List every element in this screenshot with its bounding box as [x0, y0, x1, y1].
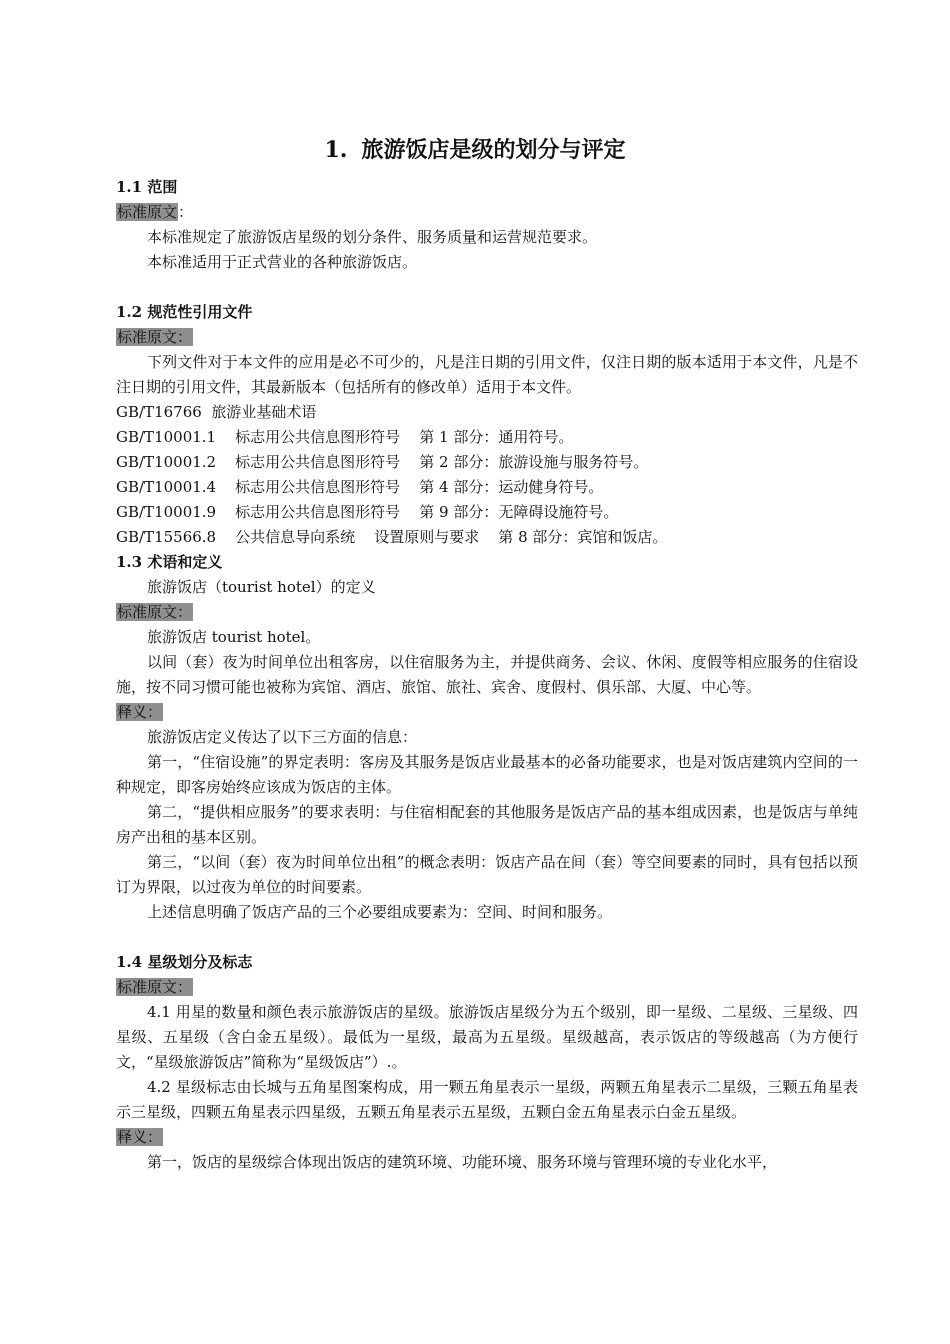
paragraph: 上述信息明确了饭店产品的三个必要组成要素为：空间、时间和服务。 — [147, 903, 613, 921]
section-heading-1-2: 1.2 规范性引用文件 — [116, 303, 253, 321]
title-text: 旅游饭店是级的划分与评定 — [361, 137, 626, 163]
reference-item: GB/T10001.9 标志用公共信息图形符号 第 9 部分：无障碍设施符号。 — [116, 503, 619, 521]
title-number: 1. — [324, 137, 348, 163]
reference-item: GB/T10001.4 标志用公共信息图形符号 第 4 部分：运动健身符号。 — [116, 478, 604, 496]
paragraph: 4.1 用星的数量和颜色表示旅游饭店的星级。旅游饭店星级分为五个级别，即一星级、二星级、三星级、四星级、五星级（含白金五星级）。最低为一星级，最高为五星级。星级越高，表示饭店的等级越高（为方便行文，“星级旅游饭店”简称为“星级饭店”）.。 — [116, 1003, 858, 1071]
paragraph: 第一，饭店的星级综合体现出饭店的建筑环境、功能环境、服务环境与管理环境的专业化水平， — [147, 1153, 778, 1171]
reference-item: GB/T15566.8 公共信息导向系统 设置原则与要求 第 8 部分：宾馆和饭店。 — [116, 528, 668, 546]
section-heading-1-1: 1.1 范围 — [116, 178, 178, 196]
page-title — [0, 135, 950, 165]
subheading: 旅游饭店（tourist hotel）的定义 — [147, 578, 376, 596]
highlight-label: 标准原文 — [117, 203, 178, 221]
section-heading-1-4: 1.4 星级划分及标志 — [116, 953, 253, 971]
highlight-label: 释义： — [117, 1128, 163, 1146]
paragraph: 4.2 星级标志由长城与五角星图案构成，用一颗五角星表示一星级，两颗五角星表示二星级，三颗五角星表示三星级，四颗五角星表示四星级，五颗五角星表示五星级，五颗白金五角星表示白金五星级。 — [116, 1078, 858, 1121]
reference-item: GB/T10001.2 标志用公共信息图形符号 第 2 部分：旅游设施与服务符号。 — [116, 453, 649, 471]
standard-original-label — [116, 200, 858, 225]
spacer — [116, 925, 858, 950]
paragraph: 第一，“住宿设施”的界定表明：客房及其服务是饭店业最基本的必备功能要求，也是对饭店建筑内空间的一种规定，即客房始终应该成为饭店的主体。 — [116, 753, 858, 796]
paragraph: 本标准规定了旅游饭店星级的划分条件、服务质量和运营规范要求。 — [147, 228, 598, 246]
paragraph: 第二，“提供相应服务”的要求表明：与住宿相配套的其他服务是饭店产品的基本组成因素，也是饭店与单纯房产出租的基本区别。 — [116, 803, 858, 846]
spacer — [116, 275, 858, 300]
section-heading-1-3: 1.3 术语和定义 — [116, 553, 223, 571]
document-body — [116, 175, 858, 1175]
highlight-label: 标准原文： — [117, 328, 193, 346]
paragraph: 旅游饭店 tourist hotel。 — [147, 628, 321, 646]
paragraph: 下列文件对于本文件的应用是必不可少的，凡是注日期的引用文件，仅注日期的版本适用于本文件，凡是不注日期的引用文件，其最新版本（包括所有的修改单）适用于本文件。 — [116, 353, 858, 396]
paragraph: 旅游饭店定义传达了以下三方面的信息： — [147, 728, 418, 746]
paragraph: 本标准适用于正式营业的各种旅游饭店。 — [147, 253, 418, 271]
highlight-label: 标准原文： — [117, 978, 193, 996]
label-colon: ： — [178, 203, 194, 221]
interpretation-label — [116, 1125, 858, 1150]
standard-original-label — [116, 325, 858, 350]
reference-item: GB/T16766 旅游业基础术语 — [116, 403, 317, 421]
interpretation-label — [116, 700, 858, 725]
highlight-label: 标准原文： — [117, 603, 193, 621]
paragraph: 以间（套）夜为时间单位出租客房，以住宿服务为主，并提供商务、会议、休闲、度假等相应服务的住宿设施，按不同习惯可能也被称为宾馆、酒店、旅馆、旅社、宾舍、度假村、俱乐部、大厦、中心等。 — [116, 653, 858, 696]
paragraph: 第三，“以间（套）夜为时间单位出租”的概念表明：饭店产品在间（套）等空间要素的同时，具有包括以预订为界限，以过夜为单位的时间要素。 — [116, 853, 858, 896]
standard-original-label — [116, 600, 858, 625]
highlight-label: 释义： — [117, 703, 163, 721]
reference-item: GB/T10001.1 标志用公共信息图形符号 第 1 部分：通用符号。 — [116, 428, 574, 446]
standard-original-label — [116, 975, 858, 1000]
